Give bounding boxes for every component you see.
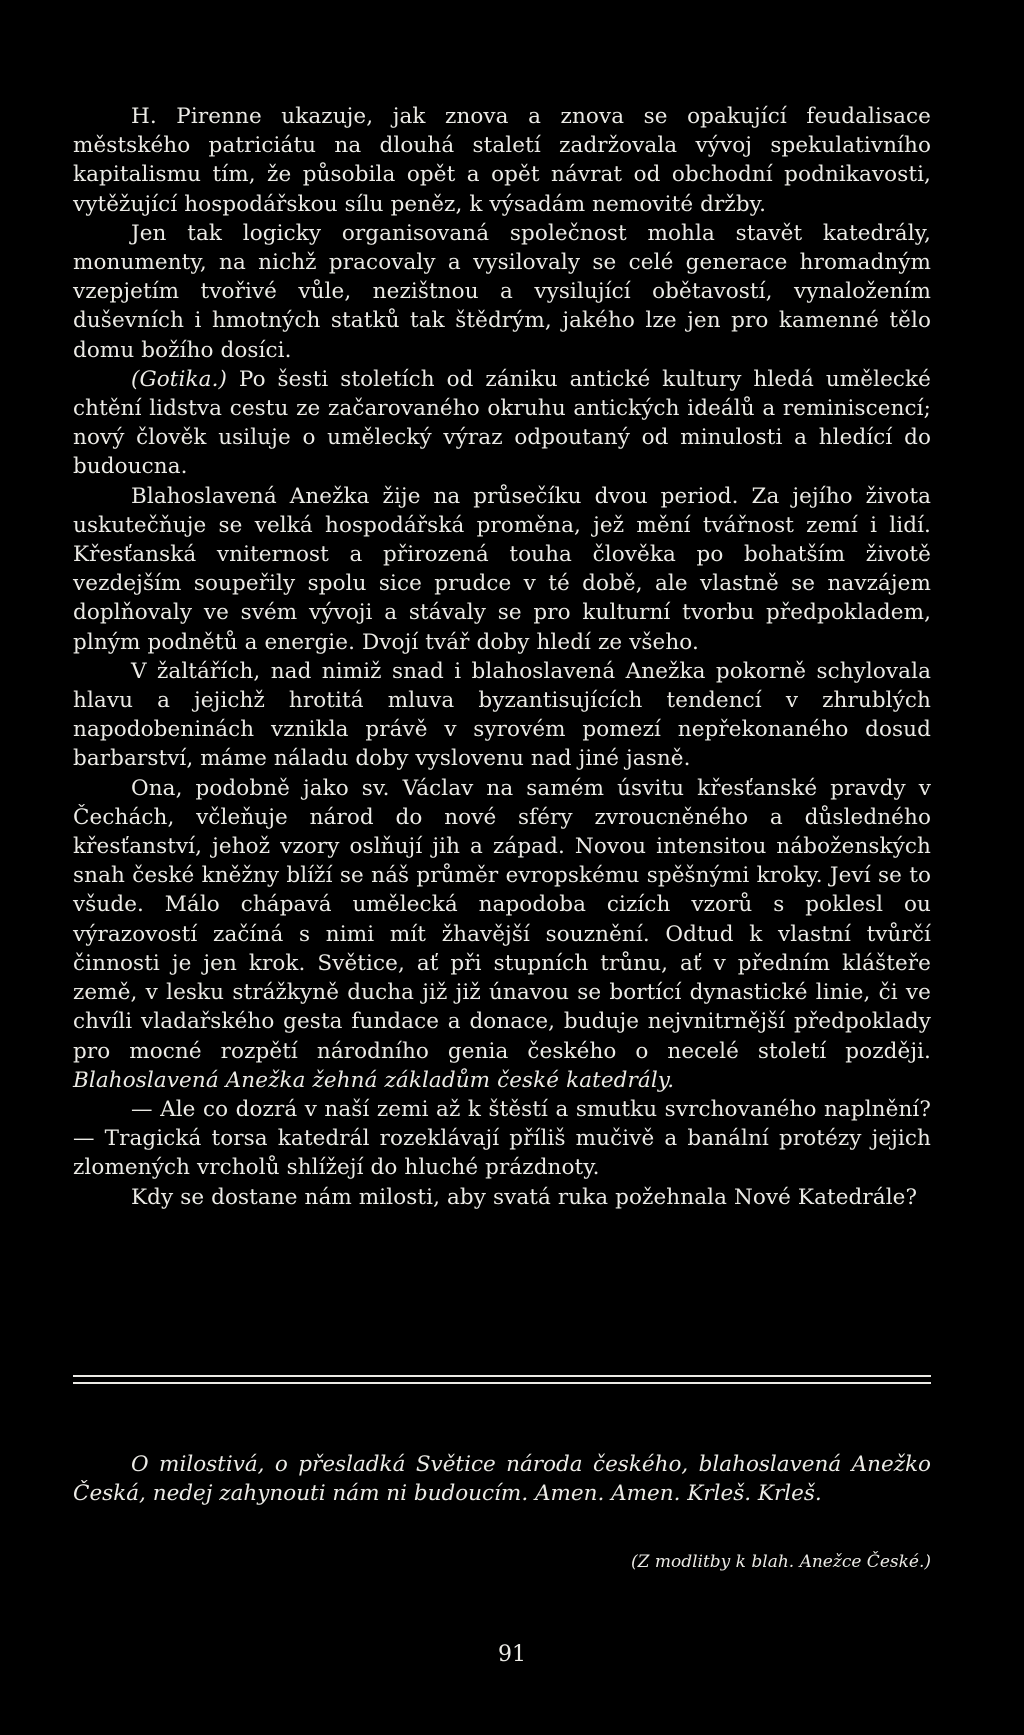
body-text xyxy=(73,102,931,1212)
paragraph-5 xyxy=(73,657,931,774)
paragraph-7-text: — Ale co dozrá v naší zemi až k štěstí a smutku svrchovaného naplnění? — Tragická torsa katedrál rozeklávají příliš mučivě a banální protézy jejich zlomených vrcholů shlížejí do hluché prázdnoty. xyxy=(73,1096,931,1181)
prayer-source: (Z modlitby k blah. Anežce České.) xyxy=(630,1552,931,1572)
paragraph-4 xyxy=(73,482,931,657)
double-rule-divider xyxy=(73,1375,931,1389)
paragraph-2-text: Jen tak logicky organisovaná společnost mohla stavět katedrály, monumenty, na nichž pracovaly a vysilovaly se celé generace hromadným vzepjetím tvořivé vůle, nezištnou a vysilující obětavostí, vynaložením duševních i hmotných statků tak štědrým, jakého lze jen pro kamenné tělo domu božího dosíci. xyxy=(73,220,931,363)
paragraph-6-italic-tail: Blahoslavená Anežka žehná základům české katedrály. xyxy=(73,1067,675,1093)
section-heading-gotika: (Gotika.) xyxy=(131,366,227,392)
paragraph-6 xyxy=(73,774,931,1095)
paragraph-7 xyxy=(73,1095,931,1183)
paragraph-8-text: Kdy se dostane nám milosti, aby svatá ruka požehnala Nové Katedrále? xyxy=(131,1184,918,1210)
divider-line-bottom xyxy=(73,1382,931,1384)
paragraph-5-text: V žaltářích, nad nimiž snad i blahoslavená Anežka pokorně schylovala hlavu a jejichž hrotitá mluva byzantisujících tendencí v zhrublých napodobeninách vznikla právě v syrovém pomezí nepřekonaného dosud barbarství, máme náladu doby vyslovenu nad jiné jasně. xyxy=(73,658,931,772)
paragraph-1 xyxy=(73,102,931,219)
paragraph-8 xyxy=(73,1183,931,1212)
page-number: 91 xyxy=(498,1642,526,1667)
paragraph-1-text: H. Pirenne ukazuje, jak znova a znova se opakující feudalisace městského patriciátu na dlouhá staletí zadržovala vývoj spekulativního kapitalismu tím, že působila opět a opět návrat od obchodní podnikavosti, vytěžující hospodářskou sílu peněz, k výsadám nemovité držby. xyxy=(73,104,931,217)
paragraph-3-text: Po šesti stoletích od zániku antické kultury hledá umělecké chtění lidstva cestu ze začarovaného okruhu antických ideálů a reminiscencí; nový člověk usiluje o umělecký výraz odpoutaný od minulosti a hledící do budoucna. xyxy=(73,366,931,480)
paragraph-3 xyxy=(73,365,931,482)
paragraph-6-text: Ona, podobně jako sv. Václav na samém úsvitu křesťanské pravdy v Čechách, včleňuje národ do nové sféry zvroucněného a důsledného křesťanství, jehož vzory oslňují jih a západ. Novou intensitou náboženských snah české kněžny blíží se náš průměr evropskému spěšnými kroky. Jeví se to všude. Málo chápavá umělecká napodoba cizích vzorů s poklesl ou výrazovostí začíná s nimi mít žhavější souznění. Odtud k vlastní tvůrčí činnosti je jen krok. Světice, ať při stupních trůnu, ať v předním klášteře země, v lesku strážkyně ducha již již únavou se bortící dynastické linie, či ve chvíli vladařského gesta fundace a donace, buduje nejvnitrnější předpoklady pro mocné rozpětí národního genia českého o necelé století později. xyxy=(73,775,931,1064)
prayer-quote: O milostivá, o přesladká Světice národa českého, blahoslavená Anežko Česká, nedej zahynouti nám ni budoucím. Amen. Amen. Krleš. Krleš. xyxy=(73,1452,931,1506)
paragraph-4-text: Blahoslavená Anežka žije na průsečíku dvou period. Za jejího života uskutečňuje se velká hospodářská proměna, jež mění tvářnost zemí i lidí. Křesťanská vniternost a přirozená touha člověka po bohatším životě vezdejším soupeřily spolu sice prudce v té době, ale vlastně se navzájem doplňovaly ve svém vývoji a stávaly se pro kulturní tvorbu předpokladem, plným podnětů a energie. Dvojí tvář doby hledí ze všeho. xyxy=(73,483,931,655)
paragraph-2 xyxy=(73,219,931,365)
divider-line-top xyxy=(73,1375,931,1377)
